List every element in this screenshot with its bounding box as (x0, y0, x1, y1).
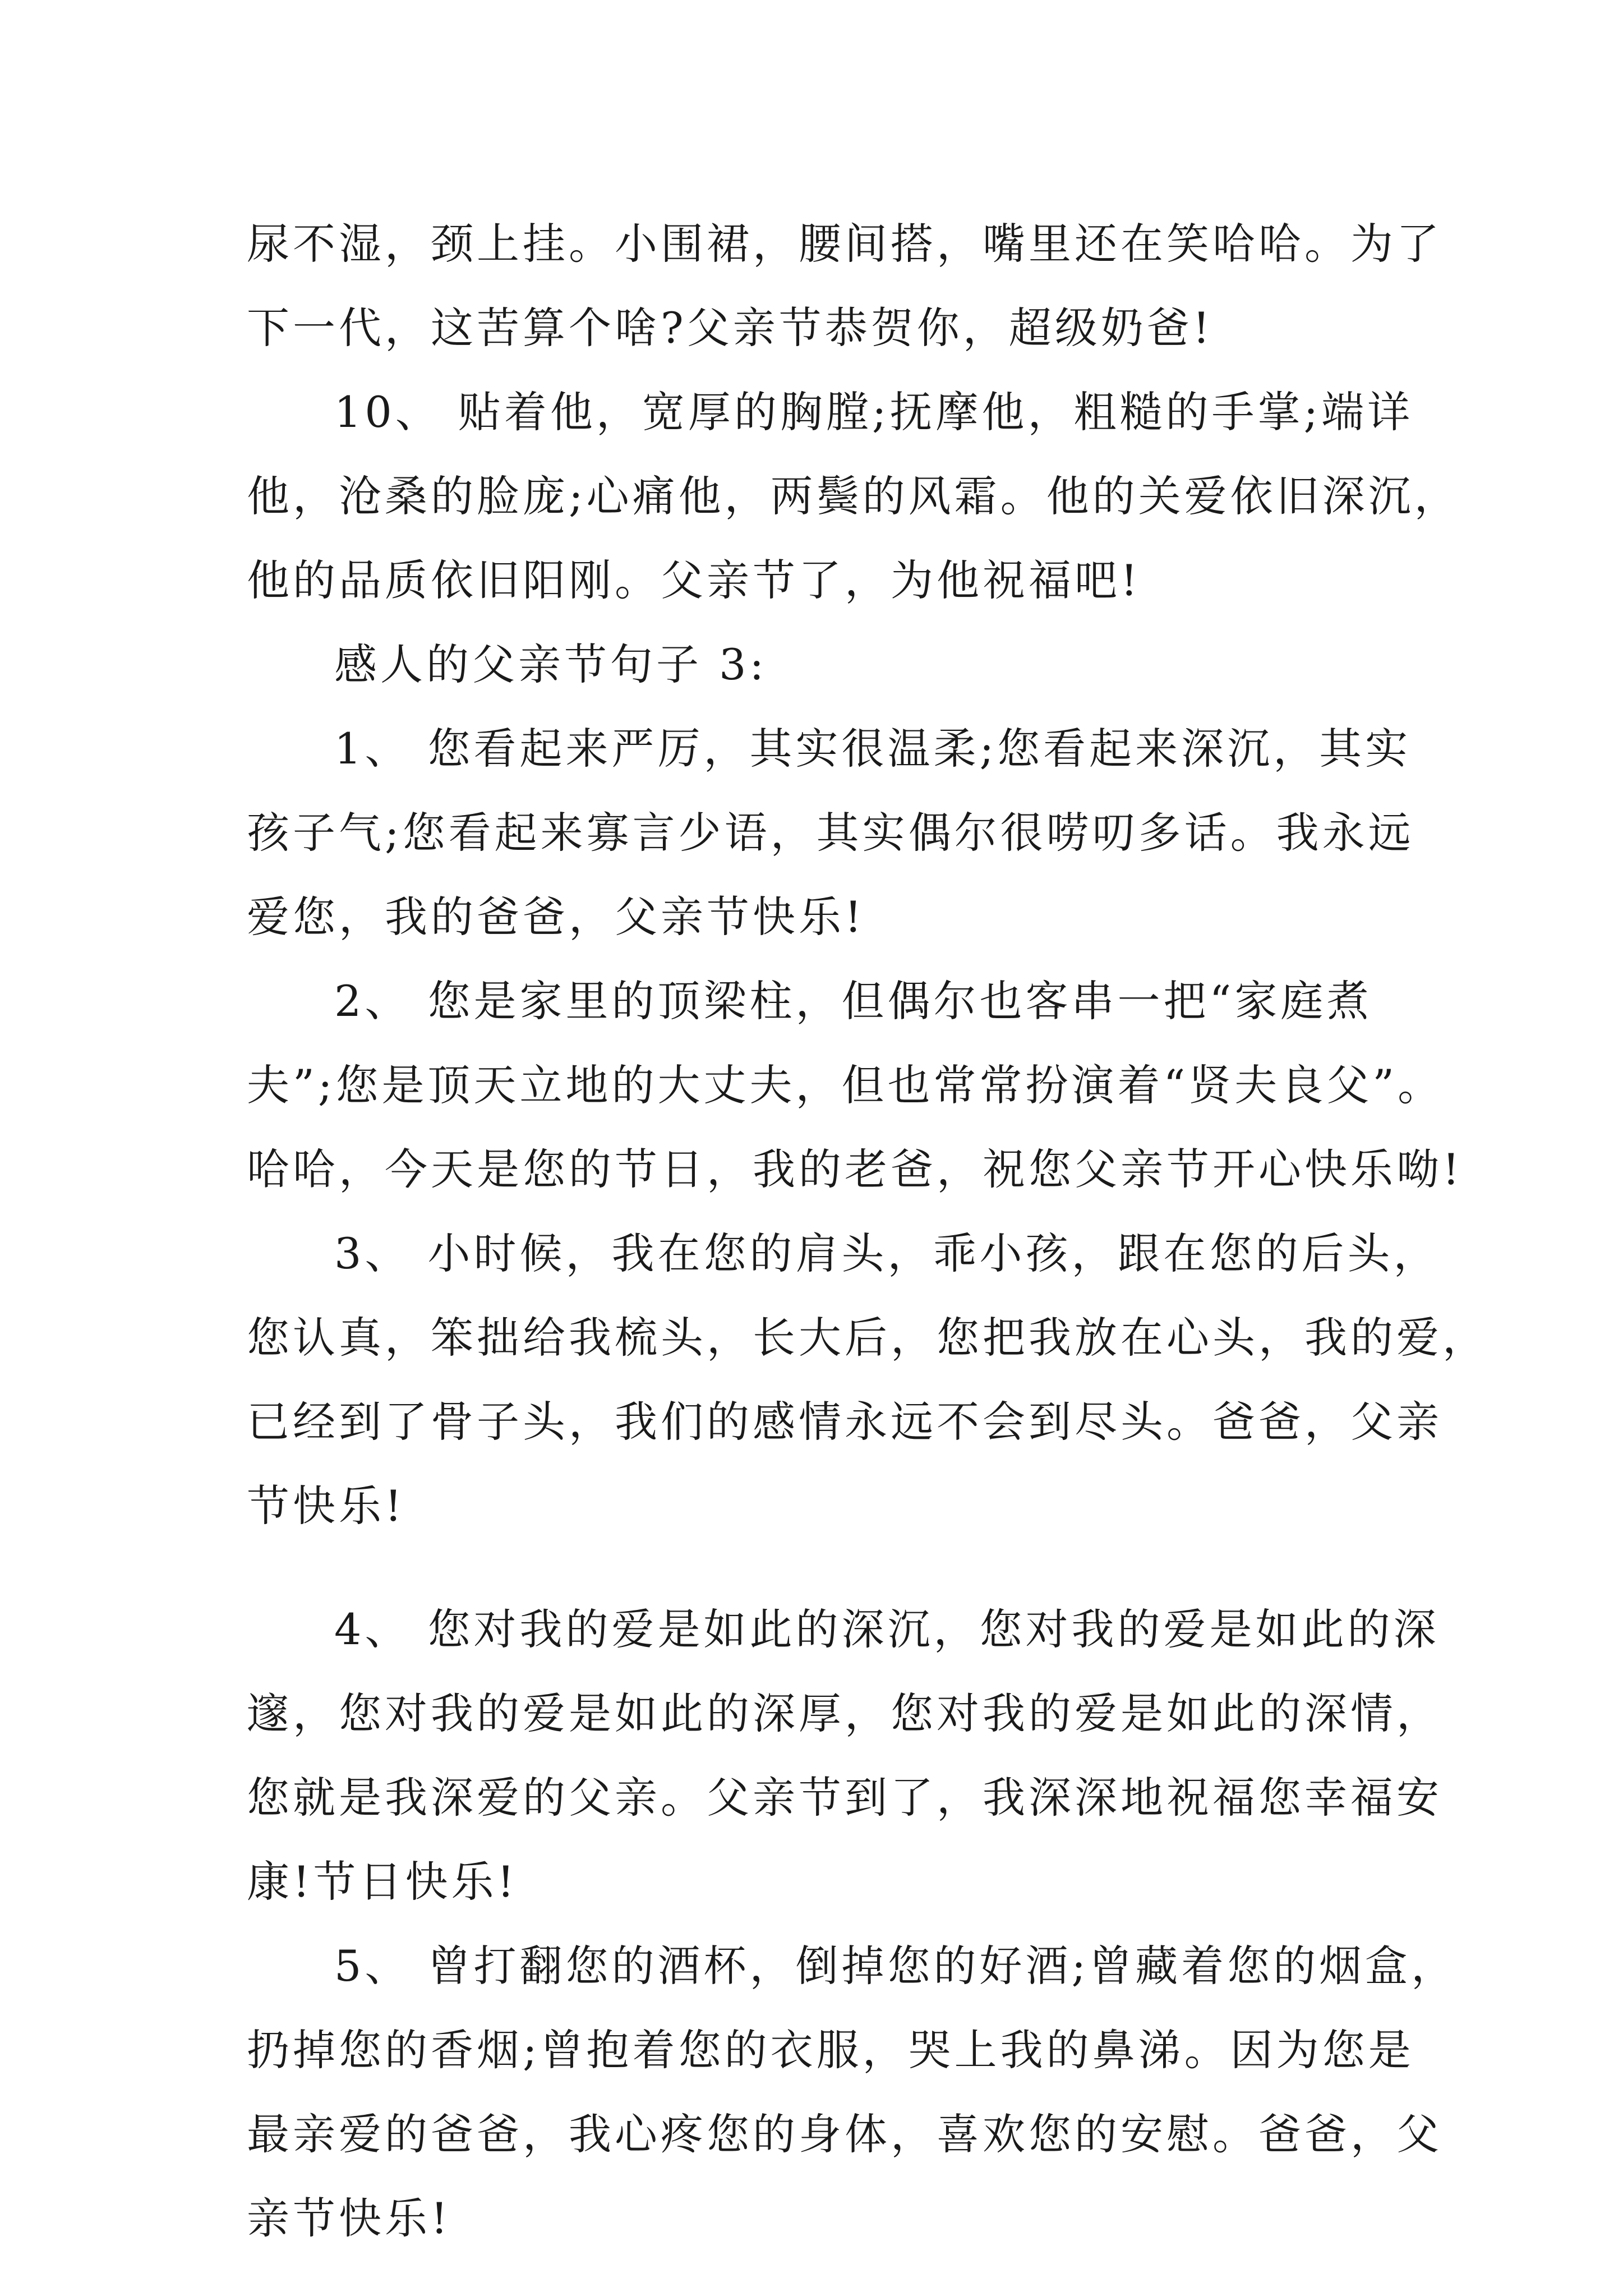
text-line: 尿不湿，颈上挂。小围裙，腰间搭，嘴里还在笑哈哈。为了 (247, 219, 1442, 269)
text-line: 您就是我深爱的父亲。父亲节到了，我深深地祝福您幸福安 (247, 1773, 1442, 1823)
text-line: 扔掉您的香烟;曾抱着您的衣服，哭上我的鼻涕。因为您是 (247, 2025, 1414, 2075)
section-heading: 感人的父亲节句子 3: (334, 639, 768, 689)
text-line: 5、 曾打翻您的酒杯，倒掉您的好酒;曾藏着您的烟盒， (334, 1941, 1458, 1991)
text-line: 夫”;您是顶天立地的大丈夫，但也常常扮演着“贤夫良父”。 (247, 1060, 1444, 1110)
paragraph-gap (247, 1548, 1436, 1588)
text-line: 哈哈，今天是您的节日，我的老爸，祝您父亲节开心快乐呦! (247, 1144, 1463, 1194)
text-line: 1、 您看起来严厉，其实很温柔;您看起来深沉，其实 (334, 724, 1412, 774)
text-line: 10、 贴着他，宽厚的胸膛;抚摩他，粗糙的手掌;端详 (334, 387, 1414, 437)
text-line: 爱您，我的爸爸，父亲节快乐! (247, 892, 865, 942)
text-line: 最亲爱的爸爸，我心疼您的身体，喜欢您的安慰。爸爸，父 (247, 2109, 1442, 2159)
text-line: 亲节快乐! (247, 2193, 451, 2243)
text-line: 孩子气;您看起来寡言少语，其实偶尔很唠叨多话。我永远 (247, 808, 1414, 858)
text-line: 3、 小时候，我在您的肩头，乖小孩，跟在您的后头， (334, 1228, 1440, 1278)
text-line: 节快乐! (247, 1481, 405, 1531)
text-line: 下一代，这苦算个啥?父亲节恭贺你，超级奶爸! (247, 303, 1214, 353)
text-line: 2、 您是家里的顶梁柱，但偶尔也客串一把“家庭煮 (334, 976, 1373, 1026)
text-line: 他的品质依旧阳刚。父亲节了，为他祝福吧! (247, 555, 1141, 605)
document-body (247, 202, 1488, 2261)
text-line: 他，沧桑的脸庞;心痛他，两鬓的风霜。他的关爱依旧深沉， (247, 471, 1460, 521)
text-line: 已经到了骨子头，我们的感情永远不会到尽头。爸爸，父亲 (247, 1397, 1442, 1447)
text-line: 康!节日快乐! (247, 1857, 518, 1907)
text-line: 您认真，笨拙给我梳头，长大后，您把我放在心头，我的爱， (247, 1313, 1488, 1363)
text-line: 邃，您对我的爱是如此的深厚，您对我的爱是如此的深情， (247, 1688, 1442, 1738)
text-line: 4、 您对我的爱是如此的深沉，您对我的爱是如此的深 (334, 1604, 1440, 1654)
